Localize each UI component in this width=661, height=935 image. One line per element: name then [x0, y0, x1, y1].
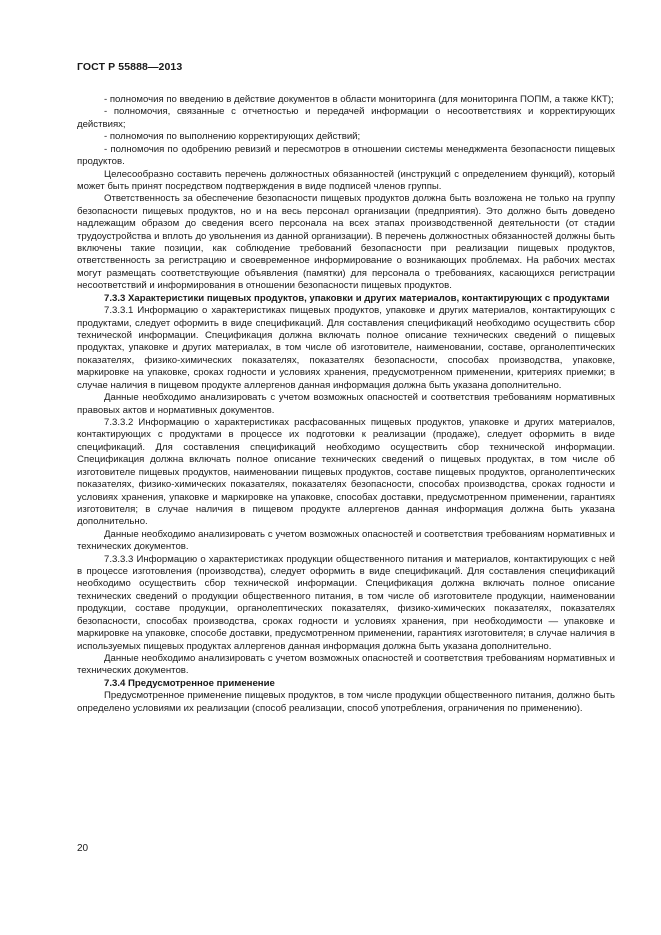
paragraph-responsibility: Ответственность за обеспечение безопасности пищевых продуктов должна быть возложена не только на группу безопасности пищевых продуктов, но и на весь персонал организации (предприятия). Это должно быть доведено надлежащим образом до сведения всего персонала на всех этапах производственной деятельности (от стадии трудоустройства и вплоть до увольнения из данной организации). В перечень должностных обязанностей должны быть включены такие позиции, как соблюдение требований безопасности при реализации пищевых продуктов, ответственность за регистрацию и своевременное информирование о возникающих проблемах. На рабочих местах могут размещать соответствующие объявления (памятки) для персонала о требованиях, касающихся регистрации несоответствий и информирования в отношении безопасности пищевых продуктов.: [77, 193, 615, 292]
document-body: [77, 94, 615, 715]
section-heading-7-3-4: 7.3.4 Предусмотренное применение: [104, 677, 275, 689]
list-item-reporting: - полномочия, связанные с отчетностью и передачей информации о несоответствиях и корректирующих действиях;: [77, 106, 615, 130]
paragraph-intended-use: Предусмотренное применение пищевых продуктов, в том числе продукции общественного питания, должно быть определено условиями их реализации (способ реализации, способ употребления, ограничения по применению).: [77, 690, 615, 714]
paragraph-analysis-2: Данные необходимо анализировать с учетом возможных опасностей и соответствия требованиям нормативных и технических документов.: [77, 528, 615, 553]
paragraph-7-3-3-2: 7.3.3.2 Информацию о характеристиках расфасованных пищевых продуктов, упаковке и других материалов, контактирующих с продуктами в процессе их подготовки к реализации (продаже), следует оформить в виде спецификаций. Для составления спецификаций необходимо осуществить сбор технической информации. Спецификация должна включать полное описание технических сведений о пищевых продуктах, в том числе об изготовителе пищевых продуктов, наименовании пищевых продуктов, составе пищевых продуктов, органолептических показателях, физико-химических показателях, показателях безопасности, способах производства, сроках годности и условиях хранения, упаковке и маркировке на упаковке, способах доставки, предусмотренном применении, гарантиях изготовителя; в случае наличия в пищевом продукте аллергенов данная информация должна быть указана дополнительно.: [77, 416, 615, 528]
paragraph-7-3-3-3: 7.3.3.3 Информацию о характеристиках продукции общественного питания и материалов, контактирующих с ней в процессе изготовления (производства), следует оформить в виде спецификаций. Для составления спецификаций необходимо осуществить сбор технической информации. Спецификация должна включать полное описание технических сведений о продукции общественного питания, в том числе об изготовителе продукции, наименовании продукции, составе продукции, органолептических показателях, физико-химических показателях, показателях безопасности, способах производства, сроках годности и условиях хранения, при необходимости — упаковке и маркировке на упаковке, способе доставки, предусмотренном применении, гарантиях изготовителя; в случае наличия в используемых пищевых продуктах аллергенов данная информация должна быть указана дополнительно.: [77, 553, 615, 652]
document-code-header: ГОСТ Р 55888—2013: [77, 61, 183, 73]
page-number: 20: [77, 843, 89, 854]
paragraph-duties-list: Целесообразно составить перечень должностных обязанностей (инструкций с определением функций), который может быть принят посредством подтверждения в виде подписей членов группы.: [77, 168, 615, 192]
paragraph-analysis-1: Данные необходимо анализировать с учетом возможных опасностей и соответствия требованиям нормативных правовых актов и нормативных документов.: [77, 392, 615, 416]
section-heading-7-3-3: 7.3.3 Характеристики пищевых продуктов, упаковки и других материалов, контактирующих с продуктами: [104, 292, 610, 304]
paragraph-7-3-3-1: 7.3.3.1 Информацию о характеристиках пищевых продуктов, упаковке и других материалов, контактирующих с продуктами, следует оформить в виде спецификаций. Для составления спецификаций необходимо осуществить сбор технической информации. Спецификация должна включать полное описание технических сведений о пищевых продуктах, упаковке и других материалах, в том числе об изготовителе, наименовании, составе, органолептических показателях, физико-химических показателях, показателях безопасности, способах производства, упаковке, маркировке на упаковке, сроках годности и условиях хранения, предусмотренном применении, критериях приемки; в случае наличия в пищевом продукте аллергенов данная информация должна быть указана дополнительно.: [77, 305, 615, 391]
list-item-monitoring-docs: - полномочия по введению в действие документов в области мониторинга (для мониторинга ПОПМ, а также ККТ);: [104, 94, 614, 105]
list-item-corrective-actions: - полномочия по выполнению корректирующих действий;: [104, 131, 361, 143]
paragraph-analysis-3: Данные необходимо анализировать с учетом возможных опасностей и соответствия требованиям нормативных и технических документов.: [77, 652, 615, 677]
list-item-revisions: - полномочия по одобрению ревизий и пересмотров в отношении системы менеджмента безопасности пищевых продуктов.: [77, 143, 615, 168]
